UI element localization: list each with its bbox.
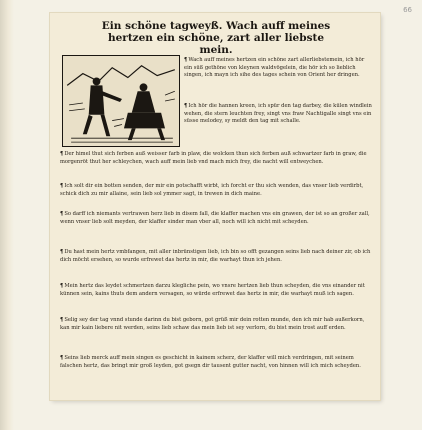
binding-spine bbox=[0, 0, 14, 430]
pilcrow-mark: ¶ bbox=[60, 249, 64, 255]
pilcrow-mark: ¶ bbox=[60, 211, 64, 217]
stanza-1 bbox=[184, 57, 372, 80]
pilcrow-mark: ¶ bbox=[184, 103, 188, 109]
stanza-8 bbox=[60, 317, 372, 332]
pilcrow-mark: ¶ bbox=[60, 317, 64, 323]
stanza-2-text: Ich hör die hannen kreen, ich spür den tag darbey, die külen windlein wehen, die stern leuchten frey, singt vns fraw Nachtigalle singt vns ein süsse melodey, sy meldt den tag mit schalle. bbox=[184, 103, 372, 125]
broadside-sheet bbox=[50, 13, 380, 400]
stanza-4 bbox=[60, 183, 372, 198]
stanza-2 bbox=[184, 103, 372, 126]
stanza-6-text: Du hast mein hertz vmbfangen, mit aller inbrünstigen lieb, ich bin so offt gezangen seins lieb nach deiner zir, ob ich dich möcht ersehen, so wurde erfrewet das hertz in mir, die warhayt thun ich jehen. bbox=[60, 249, 371, 263]
pilcrow-mark: ¶ bbox=[60, 183, 64, 189]
pilcrow-mark: ¶ bbox=[60, 355, 64, 361]
stanza-9 bbox=[60, 355, 372, 370]
stanza-7 bbox=[60, 283, 372, 298]
stanza-3 bbox=[60, 151, 372, 166]
page-title bbox=[94, 20, 338, 56]
woodcut-figure bbox=[63, 56, 179, 146]
stanza-5 bbox=[60, 211, 372, 226]
stanza-9-text: Seins lieb merck auff mein singen es geschicht in kainem scherz, der klaffer will mich verdringen, mit seinem falschen hertz, das bringt mir groß leyden, got gsegn dir tausent gutter nacht, von hinnen will ich mich scheyden. bbox=[60, 355, 361, 369]
stanza-6 bbox=[60, 249, 372, 264]
stanza-3-text: Der himel thut sich ferben auß weisser farb in plaw, die wolcken thun sich ferben auß schwartzer farb in graw, die morgenröt thut her schleychen, wach auff mein lieb vnd mach mich frey, die nacht will entweychen. bbox=[60, 151, 367, 165]
folio-number: 66 bbox=[403, 6, 412, 14]
woodcut-illustration bbox=[62, 55, 180, 147]
stanza-7-text: Mein hertz das leydet schmertzen darzu klegliche pein, wo vnsre hertzen lieb thun scheyden, die vns einander nit künnen sein, kains thuts dem andern versagen, so würde erfrewet das hertz in mir, die warhayt muß ich sagen. bbox=[60, 283, 365, 297]
title-line-1: Ein schöne tagweyß. Wach auff meines bbox=[101, 20, 331, 32]
stanza-8-text: Selig sey der tag vnnd stunde darinn du bist geborn, got grüß mir dein rotten munde, den ich mir hab außerkorn, kan mir kain liebere nit werden, seins lieb schaw das mein lieb ist sey verlorn, du bist mein trost auff erden. bbox=[60, 317, 365, 331]
title-line-2: hertzen ein schöne, zart aller liebste mein. bbox=[107, 32, 325, 56]
stanza-1-text: Wach auff meines hertzen ein schöne zart allerliebstemein, ich hör ein süß gethöne von kleynen waldvögelein, die hör ich so lieblich singen, ich mayn ich sihe des tages schein von Orient her dringen. bbox=[184, 57, 365, 79]
pilcrow-mark: ¶ bbox=[60, 151, 64, 157]
stanza-5-text: So darff ich niemants vertrawen herz lieb in disem fall, die klaffer machen vns ein grawen, der ist so an großer zall, wenn vnser lieb solt meyden, der klaffer sinder man vber all, noch will ich nicht mit scheyden. bbox=[60, 211, 370, 225]
pilcrow-mark: ¶ bbox=[60, 283, 64, 289]
pilcrow-mark: ¶ bbox=[184, 57, 188, 63]
stanza-4-text: Ich solt dir ein botten senden, der mir ein potschafft wirbt, ich forcht er thu sich wenden, das vnser lieb verdirbt, schick dich zu mir allaine, sein lieb sol ymmer sagt, in trewen in dich maine. bbox=[60, 183, 364, 197]
